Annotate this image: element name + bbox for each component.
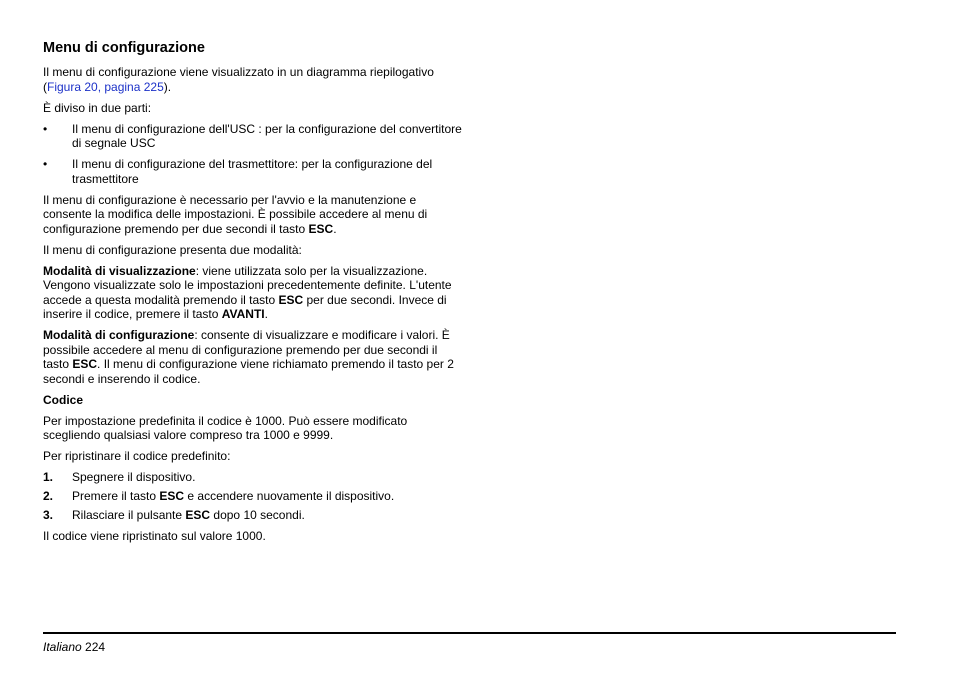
necessary-paragraph: Il menu di configurazione è necessario per l'avvio e la manutenzione e consente la modifica delle impostazioni. È possibile accedere al menu di configurazione premendo per due secondi il tasto ESC. [43, 192, 428, 236]
result-paragraph: Il codice viene ripristinato sul valore 1000. [43, 529, 266, 543]
parts-list [43, 122, 463, 187]
reset-steps [43, 470, 463, 523]
page-footer [43, 640, 105, 655]
footer-language: Italiano [43, 640, 82, 654]
footer-divider [43, 632, 896, 634]
key-name: AVANTI [221, 307, 265, 321]
step-number: 2. [43, 489, 54, 503]
key-name: ESC [159, 489, 185, 503]
page-number: 224 [85, 640, 106, 654]
divided-paragraph: È diviso in due parti: [43, 100, 152, 115]
list-item: • Il menu di configurazione dell'USC : per la configurazione del convertitore di segnale USC [43, 121, 462, 150]
intro-paragraph: Il menu di configurazione viene visualizzato in un diagramma riepilogativo (Figura 20, pagina 225). [43, 65, 434, 94]
key-name: ESC [278, 292, 304, 307]
term: Modalità di visualizzazione [43, 263, 196, 278]
code-default-paragraph: Per impostazione predefinita il codice è 1000. Può essere modificato scegliendo qualsiasi valore compreso tra 1000 e 9999. [43, 413, 408, 442]
term: Modalità di configurazione [43, 328, 195, 342]
content-column [43, 39, 463, 550]
step-item: 1. Spegnere il dispositivo. [43, 470, 196, 484]
two-modes-paragraph: Il menu di configurazione presenta due modalità: [43, 242, 302, 257]
key-name: ESC [185, 508, 211, 522]
section-title: Menu di configurazione [43, 40, 205, 56]
bullet-icon: • [43, 121, 48, 136]
code-heading: Codice [43, 392, 84, 407]
key-name: ESC [72, 357, 98, 371]
config-mode-paragraph: Modalità di configurazione: consente di visualizzare e modificare i valori. È possibile accedere al menu di configurazione premendo per due secondi il tasto ESC. Il menu di configurazione viene richiamato premendo il tasto per 2 secondi e inserendo il codice. [43, 328, 454, 386]
list-item: • Il menu di configurazione del trasmettitore: per la configurazione del trasmettitore [43, 157, 433, 186]
step-number: 3. [43, 508, 54, 522]
step-item: 2. Premere il tasto ESC e accendere nuovamente il dispositivo. [43, 489, 395, 503]
key-name: ESC [308, 221, 334, 236]
figure-link[interactable]: Figura 20, pagina 225 [47, 79, 164, 94]
reset-intro-paragraph: Per ripristinare il codice predefinito: [43, 449, 231, 463]
view-mode-paragraph: Modalità di visualizzazione: viene utilizzata solo per la visualizzazione. Vengono visualizzate solo le impostazioni precedentemente definite. L'utente accede a questa modalità premendo il tasto ESC per due secondi. Invece di inserire il codice, premere il tasto AVANTI. [43, 263, 452, 321]
step-item: 3. Rilasciare il pulsante ESC dopo 10 secondi. [43, 508, 305, 522]
step-number: 1. [43, 470, 54, 484]
bullet-icon: • [43, 157, 48, 171]
